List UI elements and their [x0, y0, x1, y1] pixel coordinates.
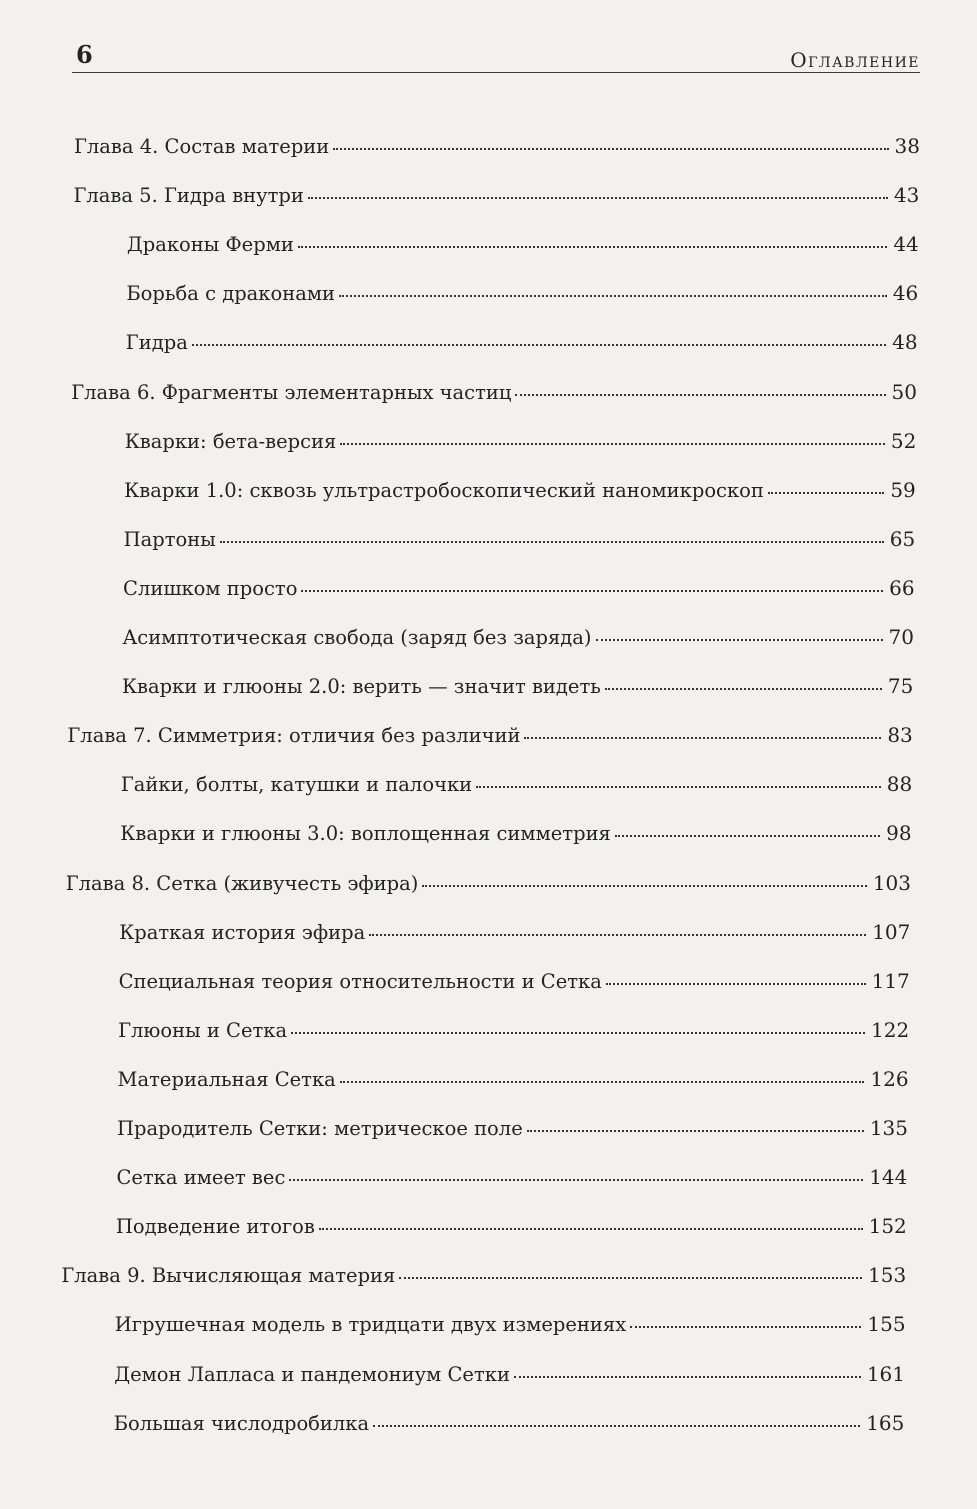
toc-leader-dots	[192, 344, 886, 346]
toc-entry-title: Большая числодробилка	[113, 1411, 370, 1435]
toc-entry-page: 66	[889, 575, 915, 600]
toc-entry-page: 98	[886, 821, 912, 846]
toc-entry-title: Игрушечная модель в тридцати двух измерениях	[114, 1313, 627, 1337]
toc-section-entry	[123, 625, 915, 657]
toc-entry-page: 103	[872, 870, 911, 895]
toc-leader-dots	[514, 1376, 861, 1378]
toc-leader-dots	[524, 737, 881, 739]
page-header	[72, 40, 920, 76]
toc-entry-title: Подведение итогов	[115, 1215, 315, 1239]
toc-leader-dots	[289, 1179, 863, 1181]
toc-entry-page: 75	[887, 674, 914, 699]
toc-leader-dots	[422, 885, 866, 887]
toc-entry-title: Слишком просто	[123, 576, 298, 600]
toc-entry-page: 50	[891, 379, 917, 404]
toc-section-entry	[119, 920, 910, 952]
toc-leader-dots	[527, 1130, 864, 1132]
toc-section-entry	[127, 232, 919, 264]
toc-section-entry	[118, 1018, 909, 1050]
toc-entry-page: 43	[893, 183, 920, 208]
toc-leader-dots	[596, 639, 883, 641]
toc-leader-dots	[308, 197, 888, 199]
toc-entry-title: Глава 7. Симметрия: отличия без различий	[67, 724, 521, 748]
toc-entry-title: Глава 8. Сетка (живучесть эфира)	[65, 871, 419, 895]
toc-section-entry	[122, 674, 913, 706]
toc-entry-title: Краткая история эфира	[119, 920, 366, 944]
toc-leader-dots	[399, 1277, 862, 1279]
toc-entry-page: 83	[887, 723, 913, 748]
toc-entry-title: Кварки и глюоны 2.0: верить — значит видеть	[121, 675, 601, 699]
toc-section-entry	[115, 1312, 906, 1344]
toc-entry-page: 52	[890, 428, 917, 453]
toc-leader-dots	[605, 688, 882, 690]
toc-entry-page: 153	[868, 1263, 907, 1288]
toc-entry-title: Борьба с драконами	[126, 282, 336, 306]
toc-entry-title: Прародитель Сетки: метрическое поле	[117, 1117, 523, 1140]
toc-entry-title: Драконы Ферми	[126, 233, 294, 257]
toc-entry-page: 70	[888, 625, 914, 649]
toc-entry-title: Асимптотическая свобода (заряд без заряда)	[122, 626, 592, 649]
toc-entry-title: Кварки 1.0: сквозь ультрастробоскопический наномикроскоп	[124, 478, 764, 502]
toc-chapter-entry	[71, 380, 917, 412]
toc-leader-dots	[476, 786, 881, 788]
toc-entry-page: 44	[893, 232, 919, 257]
toc-entry-title: Глюоны и Сетка	[118, 1018, 288, 1042]
toc-leader-dots	[373, 1425, 860, 1427]
toc-entry-page: 46	[892, 281, 919, 306]
toc-section-entry	[118, 1067, 909, 1099]
toc-section-entry	[114, 1362, 905, 1394]
toc-leader-dots	[220, 541, 884, 543]
toc-entry-page: 117	[871, 968, 910, 993]
toc-section-entry	[126, 281, 918, 313]
toc-section-entry	[121, 772, 912, 804]
running-title: Оглавление	[790, 48, 920, 72]
toc-section-entry	[119, 969, 910, 1001]
toc-chapter-entry	[74, 134, 920, 166]
toc-section-entry	[124, 527, 916, 559]
toc-entry-title: Глава 4. Состав материи	[74, 135, 330, 158]
toc-entry-title: Специальная теория относительности и Сетка	[118, 969, 602, 993]
toc-chapter-entry	[61, 1263, 906, 1295]
toc-entry-title: Сетка имеет вес	[116, 1166, 286, 1190]
toc-entry-page: 152	[868, 1214, 907, 1239]
toc-entry-page: 107	[872, 919, 911, 944]
toc-leader-dots	[291, 1032, 865, 1034]
toc-leader-dots	[369, 934, 866, 936]
toc-section-entry	[117, 1116, 908, 1148]
page-number: 6	[76, 40, 93, 69]
toc-chapter-entry	[66, 871, 911, 903]
toc-entry-page: 65	[889, 526, 916, 551]
toc-entry-title: Гайки, болты, катушки и палочки	[120, 773, 473, 797]
toc-entry-title: Кварки и глюоны 3.0: воплощенная симметрия	[120, 822, 611, 846]
toc-section-entry	[126, 330, 918, 362]
toc-leader-dots	[301, 590, 883, 592]
toc-entry-page: 88	[886, 772, 913, 797]
toc-leader-dots	[319, 1228, 863, 1230]
toc-entry-page: 59	[890, 477, 916, 502]
toc-section-entry	[116, 1165, 907, 1197]
toc-section-entry	[116, 1214, 907, 1246]
toc-chapter-entry	[67, 723, 912, 755]
toc-entry-page: 48	[892, 330, 918, 355]
toc-leader-dots	[340, 1081, 865, 1083]
toc-leader-dots	[515, 394, 885, 396]
toc-entry-title: Материальная Сетка	[117, 1067, 336, 1091]
toc-leader-dots	[340, 443, 885, 445]
toc-entry-page: 126	[870, 1066, 909, 1091]
toc-entry-title: Глава 9. Вычисляющая материя	[61, 1264, 396, 1288]
toc-entry-title: Демон Лапласа и пандемониум Сетки	[114, 1362, 510, 1386]
toc-leader-dots	[298, 246, 887, 248]
toc-leader-dots	[339, 295, 887, 297]
toc-section-entry	[114, 1411, 905, 1443]
toc-leader-dots	[606, 983, 866, 985]
toc-entry-title: Кварки: бета-версия	[124, 429, 337, 453]
toc-entry-title: Партоны	[123, 527, 216, 551]
toc-entry-page: 122	[871, 1017, 910, 1042]
toc-leader-dots	[333, 148, 888, 150]
toc-entry-page: 155	[867, 1312, 906, 1337]
toc-entry-title: Глава 5. Гидра внутри	[73, 184, 304, 208]
toc-chapter-entry	[73, 183, 919, 215]
toc-section-entry	[125, 429, 917, 461]
toc-entry-page: 144	[869, 1165, 908, 1190]
toc-section-entry	[124, 478, 916, 510]
toc-leader-dots	[630, 1326, 861, 1328]
toc-leader-dots	[615, 835, 880, 837]
toc-entry-page: 38	[894, 134, 920, 158]
toc-section-entry	[123, 576, 915, 608]
toc-entry-page: 135	[869, 1116, 908, 1140]
toc-section-entry	[120, 821, 911, 853]
toc-entry-page: 161	[866, 1361, 905, 1386]
toc-entry-title: Глава 6. Фрагменты элементарных частиц	[71, 380, 512, 404]
toc-entry-page: 165	[866, 1410, 905, 1435]
toc-leader-dots	[768, 492, 884, 494]
header-rule	[72, 72, 920, 73]
toc-entry-title: Гидра	[125, 331, 188, 355]
